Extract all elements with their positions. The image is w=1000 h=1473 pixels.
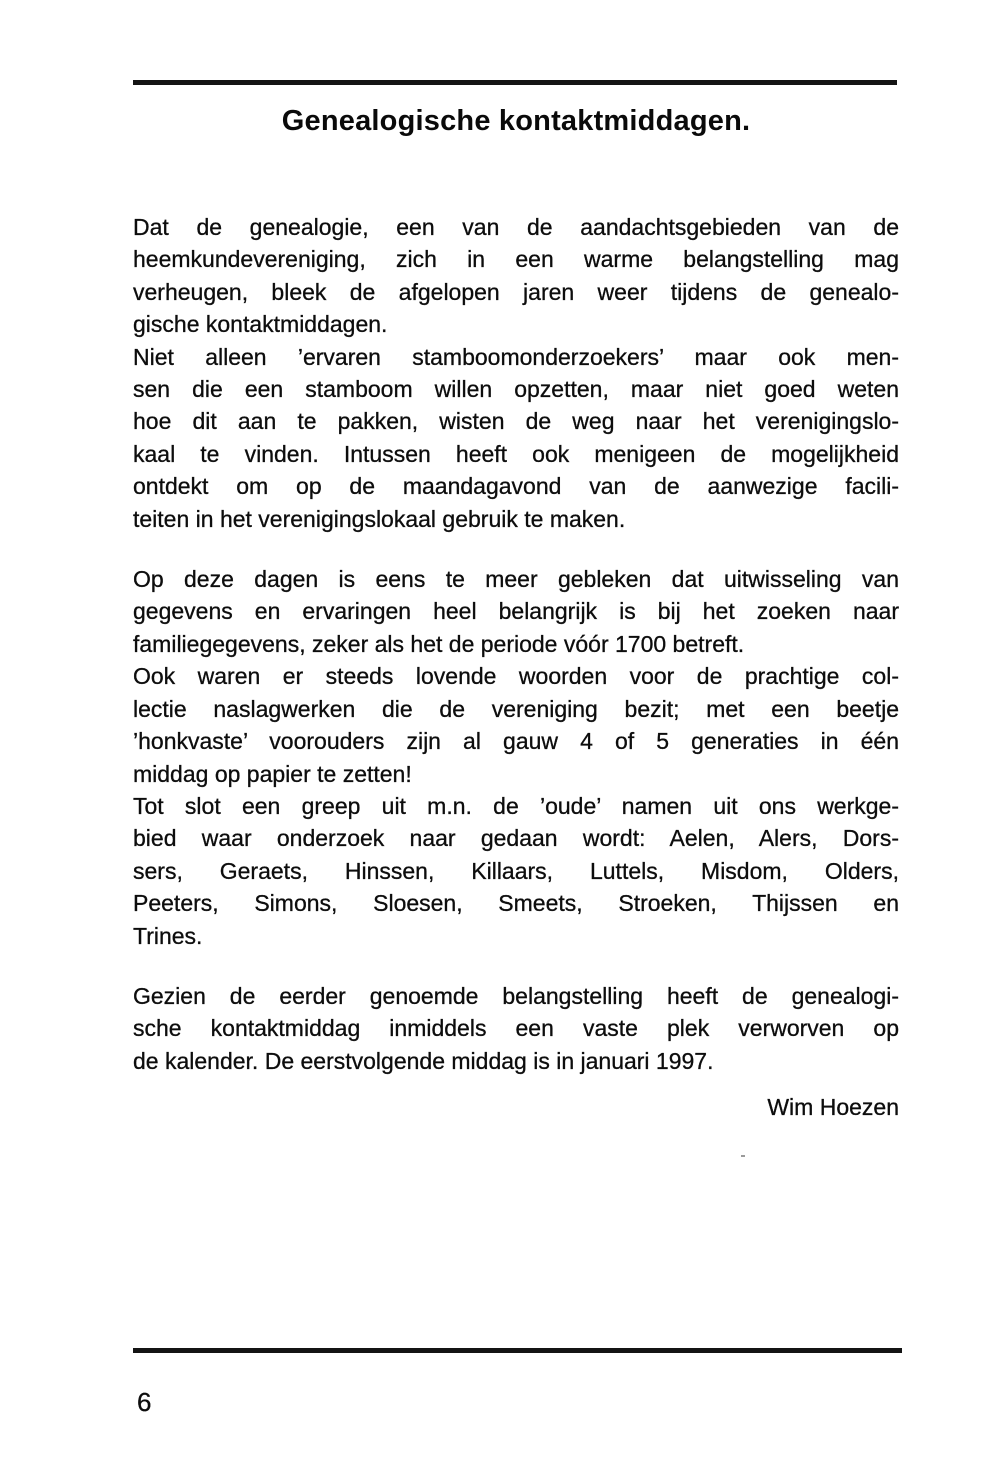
text-line: bied waar onderzoek naar gedaan wordt: Aelen, Alers, Dors- <box>133 825 899 852</box>
paragraph-2 <box>133 341 899 535</box>
paragraph-5 <box>133 790 899 952</box>
text-line: Trines. <box>133 922 203 949</box>
top-rule <box>133 80 897 85</box>
text-line: kaal te vinden. Intussen heeft ook menigeen de mogelijkheid <box>133 440 899 467</box>
paragraph-3 <box>133 563 899 660</box>
article-body <box>133 211 899 1077</box>
text-line: verheugen, bleek de afgelopen jaren weer tijdens de genealo- <box>133 278 899 305</box>
text-line: Ook waren er steeds lovende woorden voor de prachtige col- <box>133 663 899 690</box>
paragraph-6 <box>133 980 899 1077</box>
text-line: Peeters, Simons, Sloesen, Smeets, Stroeken, Thijssen en <box>133 890 899 917</box>
text-line: sen die een stamboom willen opzetten, maar niet goed weten <box>133 376 899 403</box>
text-line: ’honkvaste’ voorouders zijn al gauw 4 of 5 generaties in één <box>133 728 899 755</box>
scan-speck <box>741 1155 745 1157</box>
text-line: familiegegevens, zeker als het de periode vóór 1700 betreft. <box>133 630 745 657</box>
text-line: middag op papier te zetten! <box>133 760 412 787</box>
text-line: sche kontaktmiddag inmiddels een vaste plek verworven op <box>133 1015 899 1042</box>
author-signature: Wim Hoezen <box>767 1094 899 1120</box>
page-number: 6 <box>137 1387 152 1417</box>
text-line: ontdekt om op de maandagavond van de aanwezige facili- <box>133 473 899 500</box>
text-line: sers, Geraets, Hinssen, Killaars, Luttels, Misdom, Olders, <box>133 857 899 884</box>
text-line: Op deze dagen is eens te meer gebleken dat uitwisseling van <box>133 566 899 593</box>
paragraph-1 <box>133 211 899 341</box>
text-line: lectie naslagwerken die de vereniging bezit; met een beetje <box>133 695 899 722</box>
article-title: Genealogische kontaktmiddagen. <box>281 105 751 137</box>
text-line: Dat de genealogie, een van de aandachtsgebieden van de <box>133 214 899 240</box>
text-line: Gezien de eerder genoemde belangstelling heeft de genealogi- <box>133 982 899 1009</box>
text-line: de kalender. De eerstvolgende middag is in januari 1997. <box>133 1047 714 1074</box>
text-line: hoe dit aan te pakken, wisten de weg naar het verenigingslo- <box>133 408 899 435</box>
bottom-rule <box>133 1348 902 1353</box>
text-line: Niet alleen ’ervaren stamboomonderzoekers’ maar ook men- <box>133 343 899 370</box>
text-line: gische kontaktmiddagen. <box>133 311 388 338</box>
text-line: heemkundevereniging, zich in een warme belangstelling mag <box>133 246 899 273</box>
paragraph-4 <box>133 660 899 790</box>
text-line: Tot slot een greep uit m.n. de ’oude’ namen uit ons werkge- <box>133 792 899 819</box>
text-line: teiten in het verenigingslokaal gebruik te maken. <box>133 505 626 532</box>
text-line: gegevens en ervaringen heel belangrijk is bij het zoeken naar <box>133 598 899 625</box>
